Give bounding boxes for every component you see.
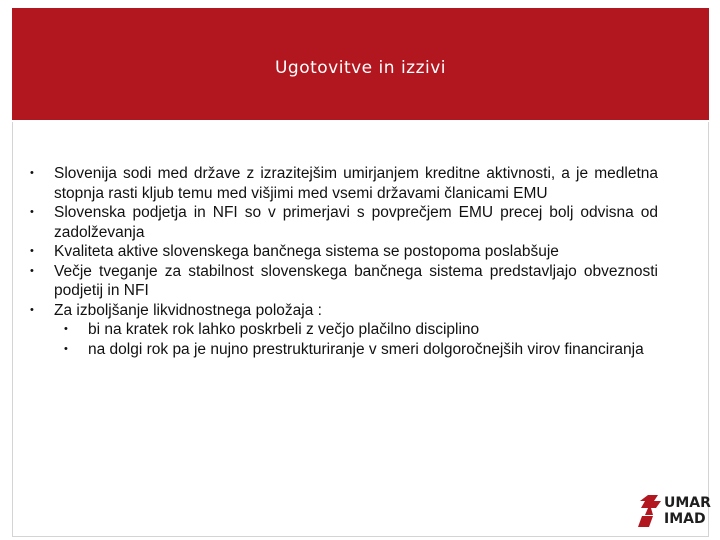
bullet-item bbox=[30, 262, 658, 301]
bullet-dot-icon: • bbox=[64, 323, 68, 335]
logo-line-imad: IMAD bbox=[664, 511, 706, 527]
bullet-dot-icon: • bbox=[30, 167, 34, 179]
bullet-text: Večje tveganje za stabilnost slovenskega bančnega sistema predstavljajo obveznosti podjetij in NFI bbox=[54, 262, 658, 299]
sub-bullet-item bbox=[54, 320, 658, 340]
bullet-item bbox=[30, 301, 658, 360]
slide-title: Ugotovitve in izzivi bbox=[274, 58, 447, 78]
bullet-text: Za izboljšanje likvidnostnega položaja : bbox=[54, 301, 322, 319]
sub-bullet-item bbox=[54, 340, 658, 360]
bullet-item bbox=[30, 203, 658, 242]
umar-logo bbox=[636, 494, 716, 532]
bullet-dot-icon: • bbox=[30, 206, 34, 218]
bullet-item bbox=[30, 242, 658, 262]
bullet-dot-icon: • bbox=[30, 264, 34, 277]
bullet-item bbox=[30, 164, 658, 203]
slide-header bbox=[12, 8, 709, 123]
bullet-text: Slovenska podjetja in NFI so v primerjavi s povprečjem EMU precej bolj odvisna od zadolževanja bbox=[54, 204, 658, 241]
umar-logo-icon bbox=[636, 494, 662, 528]
logo-wordmark bbox=[664, 495, 711, 527]
sub-bullet-text: na dolgi rok pa je nujno prestrukturiranje v smeri dolgoročnejših virov financiranja bbox=[88, 340, 644, 358]
bullet-text: Slovenija sodi med države z izrazitejšim umirjanjem kreditne aktivnosti, a je medletna stopnja rasti kljub temu med višjimi med vsemi državami članicami EMU bbox=[54, 165, 658, 202]
bullet-dot-icon: • bbox=[30, 303, 34, 316]
bullet-dot-icon: • bbox=[64, 342, 68, 355]
bullet-list bbox=[30, 164, 658, 359]
logo-line-umar: UMAR bbox=[664, 495, 711, 511]
bullet-text: Kvaliteta aktive slovenskega bančnega sistema se postopoma poslabšuje bbox=[54, 243, 559, 260]
sub-bullet-text: bi na kratek rok lahko poskrbeli z večjo plačilno disciplino bbox=[88, 321, 480, 338]
bullet-dot-icon: • bbox=[30, 245, 34, 257]
sub-bullet-list bbox=[54, 320, 658, 359]
